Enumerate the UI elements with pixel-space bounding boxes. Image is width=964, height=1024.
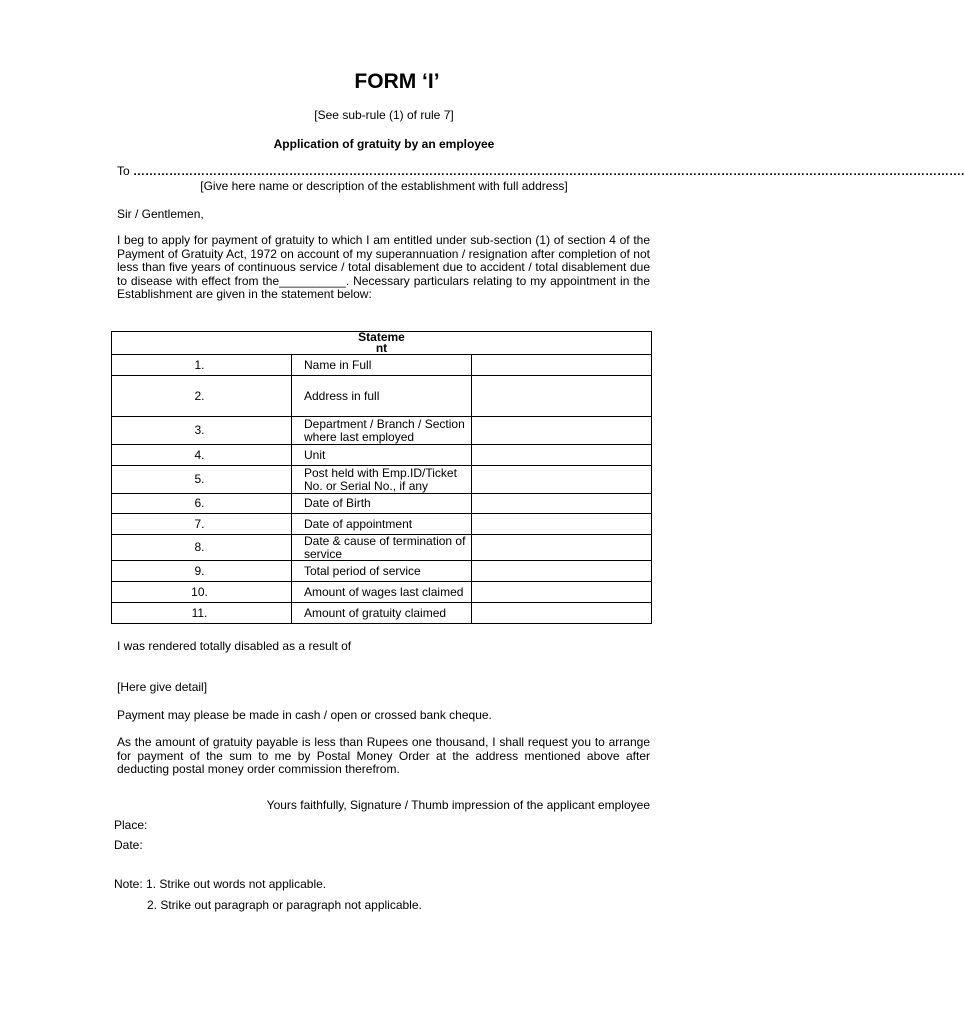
statement-row: [112, 494, 652, 514]
note-1: Note: 1. Strike out words not applicable.: [114, 877, 327, 891]
row-value-field[interactable]: [472, 445, 652, 466]
row-value-field[interactable]: [472, 603, 652, 624]
salutation: Sir / Gentlemen,: [117, 207, 204, 221]
row-value-field[interactable]: [472, 494, 652, 514]
statement-row: [112, 376, 652, 417]
row-label: Date of appointment: [292, 514, 472, 535]
row-value-field[interactable]: [472, 561, 652, 582]
row-number: 10.: [112, 582, 292, 603]
row-label: Amount of wages last claimed: [292, 582, 472, 603]
statement-row: [112, 582, 652, 603]
row-number: 11.: [112, 603, 292, 624]
row-value-field[interactable]: [472, 466, 652, 494]
disabled-line: I was rendered totally disabled as a result of: [117, 639, 352, 653]
row-number: 1.: [112, 355, 292, 376]
application-paragraph: I beg to apply for payment of gratuity to which I am entitled under sub-section (1) of section 4 of the Payment of Gratuity Act, 1972 on account of my superannuation / resignation after completion of not less than five years of continuous service / total disablement due to accident / total disablement due to disease with effect from the__________. Necessary particulars relating to my appointment in the Establishment are given in the statement below:: [117, 233, 650, 302]
row-value-field[interactable]: [472, 355, 652, 376]
row-number: 6.: [112, 494, 292, 514]
row-label: Total period of service: [292, 561, 472, 582]
money-order-paragraph: As the amount of gratuity payable is less than Rupees one thousand, I shall request you to arrange for payment of the sum to me by Postal Money Order at the address mentioned above after deducting postal money order commission therefrom.: [117, 735, 650, 777]
statement-row: [112, 561, 652, 582]
row-value-field[interactable]: [472, 582, 652, 603]
statement-row: [112, 355, 652, 376]
statement-row: [112, 417, 652, 445]
statement-header-text: Statement: [358, 330, 405, 355]
row-number: 2.: [112, 376, 292, 417]
row-value-field[interactable]: [472, 417, 652, 445]
row-label: Date & cause of termination of service: [292, 535, 472, 561]
row-value-field[interactable]: [472, 514, 652, 535]
statement-header: [112, 332, 652, 355]
row-label: Address in full: [292, 376, 472, 417]
statement-row: [112, 603, 652, 624]
statement-row: [112, 535, 652, 561]
row-value-field[interactable]: [472, 376, 652, 417]
form-title: FORM ‘I’: [354, 70, 440, 93]
statement-table: [111, 331, 652, 624]
to-line: [117, 164, 964, 178]
to-dotted-blank: ……………………………………………………………………………………………………………………………………………………………………………………….: [133, 164, 964, 178]
to-prefix: To: [117, 164, 134, 178]
row-number: 5.: [112, 466, 292, 494]
row-label: Department / Branch / Section where last employed: [292, 417, 472, 445]
row-label: Amount of gratuity claimed: [292, 603, 472, 624]
payment-line: Payment may please be made in cash / open or crossed bank cheque.: [117, 708, 492, 722]
row-number: 8.: [112, 535, 292, 561]
note-2: 2. Strike out paragraph or paragraph not applicable.: [147, 898, 422, 912]
application-heading: Application of gratuity by an employee: [273, 137, 495, 151]
here-give-detail: [Here give detail]: [117, 680, 208, 694]
statement-row: [112, 445, 652, 466]
row-number: 3.: [112, 417, 292, 445]
row-value-field[interactable]: [472, 535, 652, 561]
sub-rule-reference: [See sub-rule (1) of rule 7]: [314, 108, 454, 122]
establishment-instruction: [Give here name or description of the establishment with full address]: [200, 179, 568, 193]
statement-row: [112, 514, 652, 535]
row-number: 4.: [112, 445, 292, 466]
row-label: Name in Full: [292, 355, 472, 376]
row-number: 7.: [112, 514, 292, 535]
row-label: Date of Birth: [292, 494, 472, 514]
statement-row: [112, 466, 652, 494]
signature-line: Yours faithfully, Signature / Thumb impression of the applicant employee: [266, 798, 650, 812]
row-label: Post held with Emp.ID/Ticket No. or Serial No., if any: [292, 466, 472, 494]
statement-header-row: [112, 332, 652, 355]
row-number: 9.: [112, 561, 292, 582]
place-label: Place:: [114, 818, 148, 832]
date-label: Date:: [114, 838, 143, 852]
row-label: Unit: [292, 445, 472, 466]
